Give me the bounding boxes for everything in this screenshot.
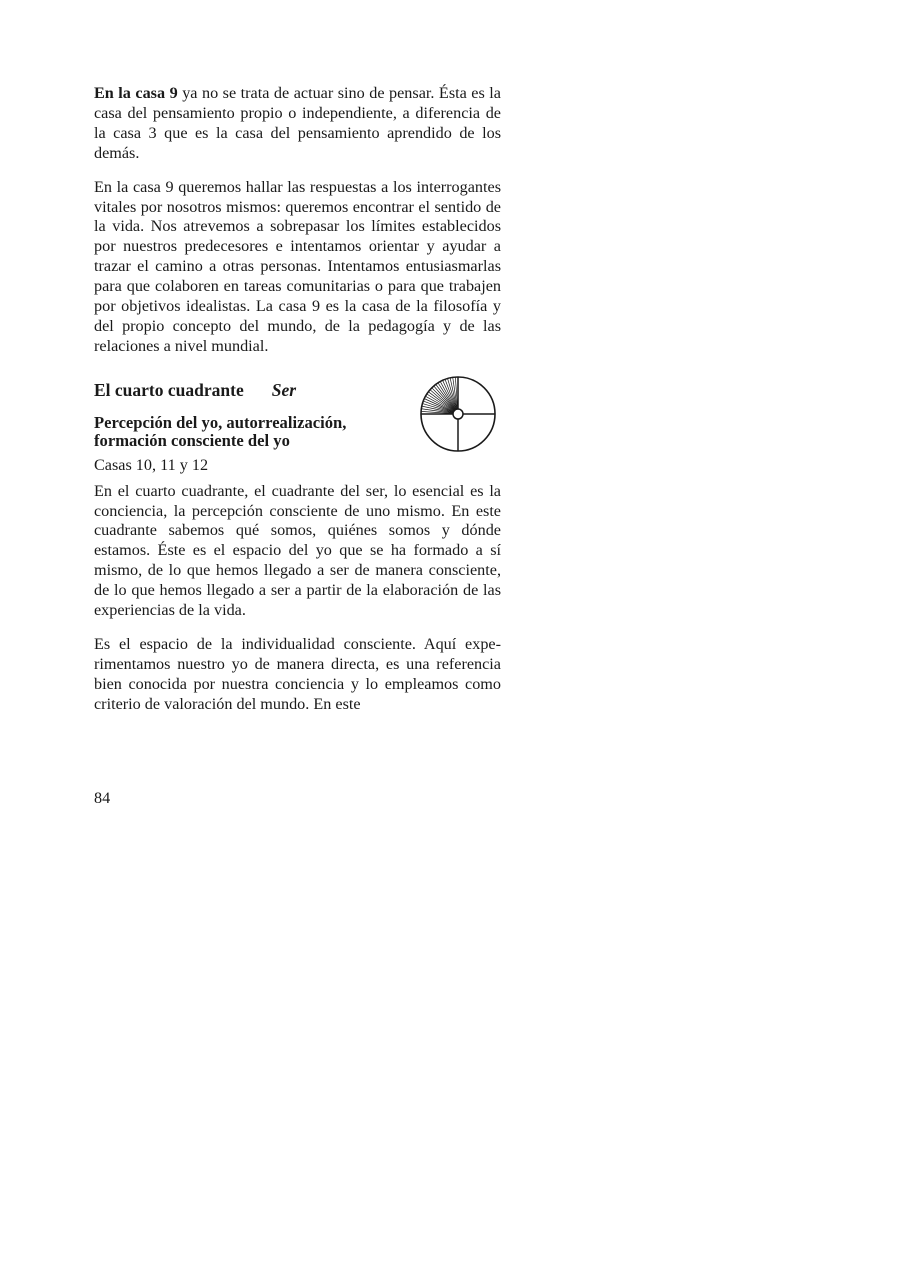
- page-content: [94, 84, 501, 715]
- paragraph-casa-9-intro: [94, 84, 501, 164]
- section-subheading: [94, 414, 394, 451]
- section-title: El cuarto cuadrante: [94, 379, 244, 400]
- section-fourth-quadrant: [94, 379, 501, 715]
- page-number: 84: [94, 789, 111, 807]
- section-keyword: Ser: [271, 379, 297, 400]
- section-body: [94, 482, 501, 715]
- paragraph-lead: En la casa 9: [94, 84, 178, 102]
- quadrant-circle-icon: [419, 375, 497, 453]
- subheading-line-1: Percepción del yo, autorrealización,: [94, 412, 347, 432]
- paragraph-casa-9-detail: En la casa 9 queremos hallar las respuestas a los interrogantes vitales por nosotros mismos: queremos encontrar el sentido de la vida. Nos atrevemos a sobrepasar los límites establecidos por nuestros predecesores e intentamos orientar y ayudar a trazar el camino a otras personas. Intentamos entusiasmarlas para que colaboren en tareas comunitarias o para que trabajen por objetivos idealistas. La casa 9 es la casa de la filosofía y del propio concepto del mundo, de la pedagogía y de las relaciones a nivel mundial.: [94, 177, 501, 355]
- paragraph-fourth-quadrant-2: Es el espacio de la individualidad consciente. Aquí experimentamos nuestro yo de manera directa, es una referencia bien conocida por nuestra conciencia y lo empleamos como criterio de valoración del mundo. En este: [94, 634, 501, 713]
- paragraph-fourth-quadrant-1: En el cuarto cuadrante, el cuadrante del ser, lo esencial es la conciencia, la percepción consciente de uno mismo. En este cuadrante sabemos qué somos, quiénes somos y dónde estamos. Éste es el espacio del yo que se ha formado a sí mismo, de lo que hemos llegado a ser de manera consciente, de lo que hemos llegado a ser a partir de la elaboración de las experiencias de la vida.: [94, 481, 501, 620]
- paragraph-text: ya no se trata de actuar sino de pensar. Ésta es la casa del pensamiento propio o independiente, a diferencia de la casa 3 que es la casa del pensamiento aprendido de los demás.: [94, 84, 501, 162]
- subheading-line-2: formación consciente del yo: [94, 431, 290, 451]
- section-houses: Casas 10, 11 y 12: [94, 455, 209, 474]
